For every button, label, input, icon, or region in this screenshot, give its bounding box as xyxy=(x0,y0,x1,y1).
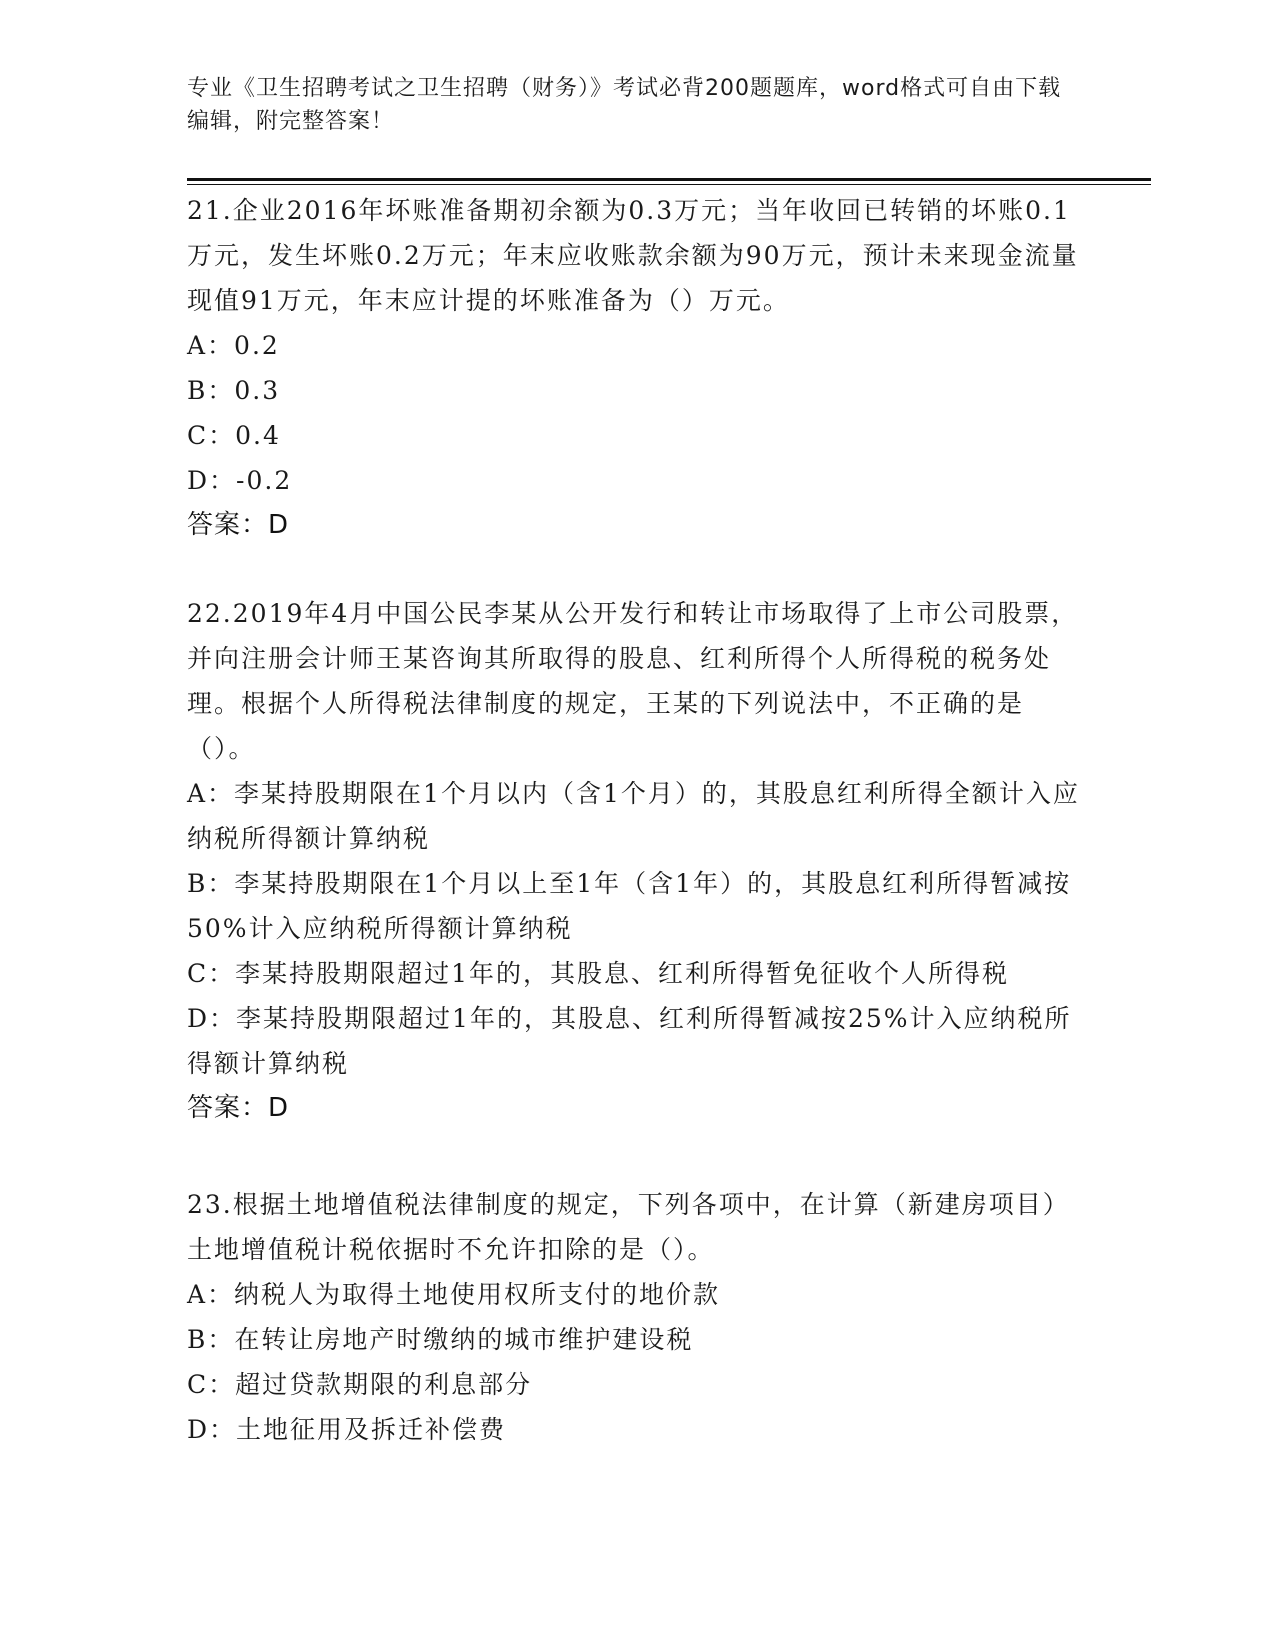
question-stem: 21.企业2016年坏账准备期初余额为0.3万元；当年收回已转销的坏账0.1万元，发生坏账0.2万元；年末应收账款余额为90万元，预计未来现金流量现值91万元，年末应计提的坏账准备为（）万元。 xyxy=(187,196,1079,315)
option-c: C：0.4 xyxy=(187,421,281,450)
option-c: C：李某持股期限超过1年的，其股息、红利所得暂免征收个人所得税 xyxy=(187,959,1010,988)
option-d: D：-0.2 xyxy=(187,466,293,495)
option-a: A：0.2 xyxy=(187,331,280,360)
option-c: C：超过贷款期限的利息部分 xyxy=(187,1370,533,1399)
option-d: D：李某持股期限超过1年的，其股息、红利所得暂减按25%计入应纳税所得额计算纳税 xyxy=(187,1004,1072,1078)
option-b: B：李某持股期限在1个月以上至1年（含1年）的，其股息红利所得暂减按50%计入应纳税所得额计算纳税 xyxy=(187,869,1072,943)
question-22 xyxy=(187,591,1087,1131)
option-b: B：0.3 xyxy=(187,376,281,405)
header-divider-thick xyxy=(187,178,1151,181)
option-a: A：纳税人为取得土地使用权所支付的地价款 xyxy=(187,1280,721,1309)
answer-label: 答案：D xyxy=(187,1093,290,1123)
question-21 xyxy=(187,188,1087,548)
option-b: B：在转让房地产时缴纳的城市维护建设税 xyxy=(187,1325,694,1354)
question-stem: 22.2019年4月中国公民李某从公开发行和转让市场取得了上市公司股票，并向注册会计师王某咨询其所取得的股息、红利所得个人所得税的税务处理。根据个人所得税法律制度的规定，王某的下列说法中，不正确的是（）。 xyxy=(187,599,1079,763)
question-23 xyxy=(187,1182,1087,1452)
option-d: D：土地征用及拆迁补偿费 xyxy=(187,1415,507,1444)
answer-label: 答案：D xyxy=(187,510,290,540)
document-header: 专业《卫生招聘考试之卫生招聘（财务）》考试必背200题题库，word格式可自由下载编辑，附完整答案！ xyxy=(187,76,1062,134)
question-stem: 23.根据土地增值税法律制度的规定，下列各项中，在计算（新建房项目）土地增值税计税依据时不允许扣除的是（）。 xyxy=(187,1190,1070,1264)
header-divider-thin xyxy=(187,184,1151,185)
option-a: A：李某持股期限在1个月以内（含1个月）的，其股息红利所得全额计入应纳税所得额计算纳税 xyxy=(187,779,1080,853)
